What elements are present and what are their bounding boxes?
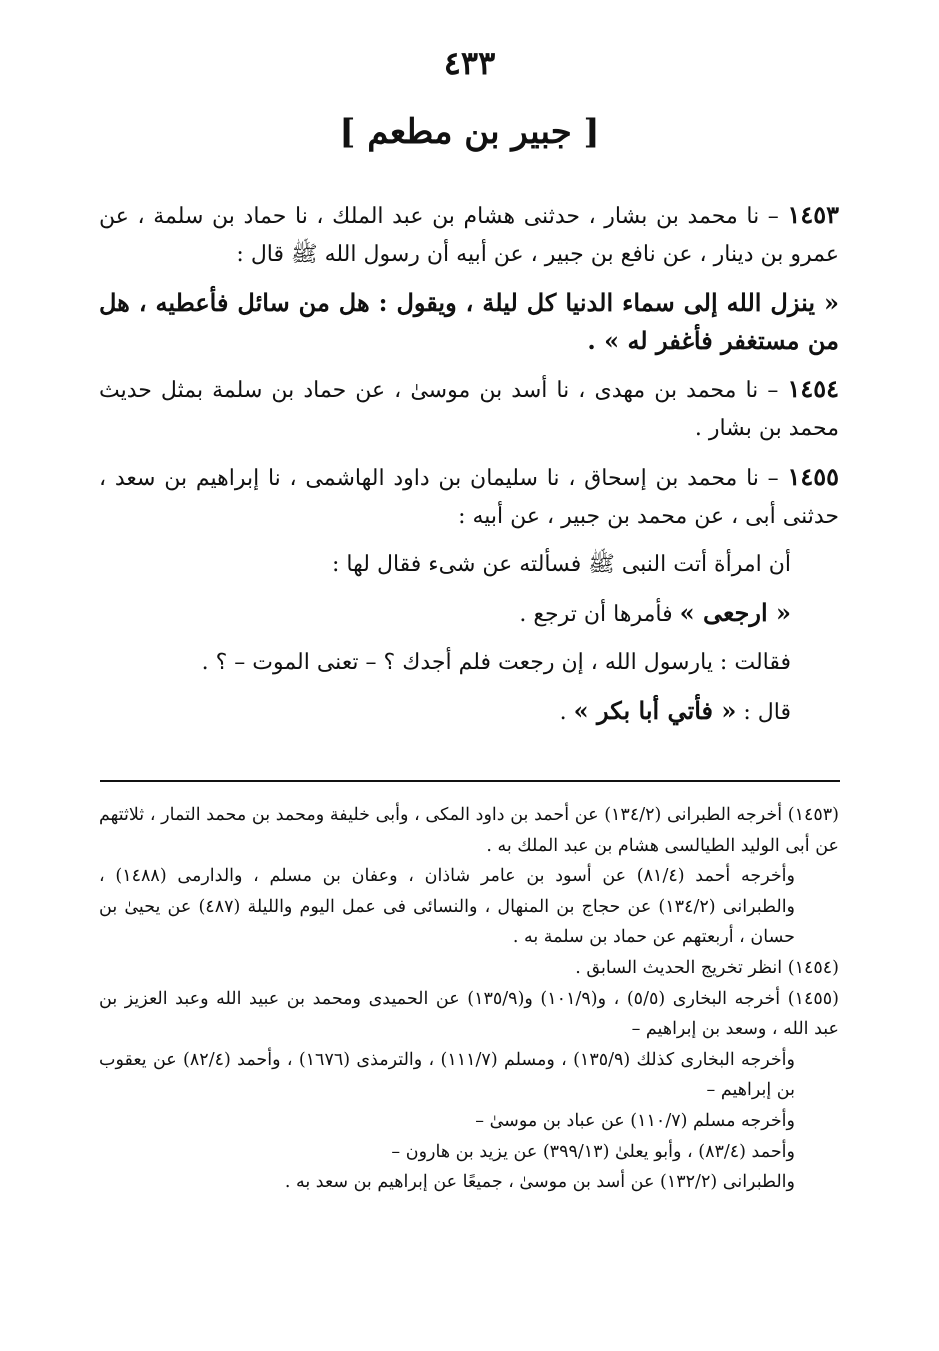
hadith-line: فقالت : يارسول الله ، إن رجعت فلم أجدك ؟ – تعنى الموت – ؟ . — [201, 650, 791, 675]
footnote: وأخرجه البخارى كذلك (١٣٥/٩) ، ومسلم (١١١/٧) ، والترمذى (١٦٧٦) ، وأحمد (٨٢/٤) عن يعقوب بن إبراهيم – — [99, 1049, 795, 1101]
footnote: (١٤٥٣) أخرجه الطبرانى (١٣٤/٢) عن أحمد بن داود المكى ، وأبى خليفة ومحمد بن محمد التمار ، ثلاثتهم عن أبى الوليد الطيالسى هشام بن عبد الملك به . — [99, 805, 839, 856]
hadith-1455 — [99, 458, 839, 536]
hadith-line: قال : « فأتي أبا بكر » . — [559, 696, 791, 725]
footnote: والطبرانى (١٣٢/٢) عن أسد بن موسىٰ ، جميعًا عن إبراهيم بن سعد به . — [284, 1172, 795, 1193]
footnote-divider — [100, 780, 840, 782]
section-title: [ جبير بن مطعم ] — [339, 112, 600, 152]
footnote: وأخرجه مسلم (١١٠/٧) عن عباد بن موسىٰ – — [475, 1110, 795, 1131]
hadith-number: ١٤٥٤ — [787, 374, 839, 403]
hadith-number: ١٤٥٥ — [787, 462, 839, 491]
hadith-chain: – نا محمد بن إسحاق ، نا سليمان بن داود الهاشمى ، نا إبراهيم بن سعد ، حدثنى أبى ، عن محمد بن جبير ، عن أبيه : — [99, 466, 839, 529]
footnote: وأحمد (٨٣/٤) ، وأبو يعلىٰ (٣٩٩/١٣) عن يزيد بن هارون – — [391, 1141, 795, 1162]
hadith-line: « ارجعى » فأمرها أن ترجع . — [519, 598, 791, 627]
footnote: (١٤٥٤) انظر تخريج الحديث السابق . — [575, 957, 839, 978]
page-number: ٤٣٣ — [443, 44, 496, 82]
hadith-1454 — [99, 370, 839, 448]
hadith-chain: – نا محمد بن بشار ، حدثنى هشام بن عبد الملك ، نا حماد بن سلمة ، عن عمرو بن دينار ، عن نافع بن جبير ، عن أبيه أن رسول الله ﷺ قال : — [99, 204, 839, 267]
hadith-matn: « ينزل الله إلى سماء الدنيا كل ليلة ، ويقول : هل من سائل فأعطيه ، هل من مستغفر فأغفر له » . — [99, 288, 839, 355]
hadith-chain: – نا محمد بن مهدى ، نا أسد بن موسىٰ ، عن حماد بن سلمة بمثل حديث محمد بن بشار . — [99, 378, 839, 441]
hadith-number: ١٤٥٣ — [787, 200, 839, 229]
footnote: (١٤٥٥) أخرجه البخارى (٥/٥) ، و(١٠١/٩) و(١٣٥/٩) عن الحميدى ومحمد بن عبيد الله وعبد العزيز بن عبد الله ، وسعد بن إبراهيم – — [99, 988, 839, 1040]
main-text — [99, 196, 839, 742]
hadith-1453 — [99, 196, 839, 274]
footnote: وأخرجه أحمد (٨١/٤) عن أسود بن عامر شاذان ، وعفان بن مسلم ، والدارمى (١٤٨٨) ، والطبرانى (١٣٤/٢) عن حجاج بن المنهال ، والنسائى فى عمل اليوم والليلة (٤٨٧) عن يحيىٰ بن حسان ، أربعتهم عن حماد بن سلمة به . — [99, 866, 796, 948]
footnotes — [99, 800, 839, 1198]
hadith-line: أن امرأة أتت النبى ﷺ فسألته عن شىء فقال لها : — [332, 552, 791, 577]
